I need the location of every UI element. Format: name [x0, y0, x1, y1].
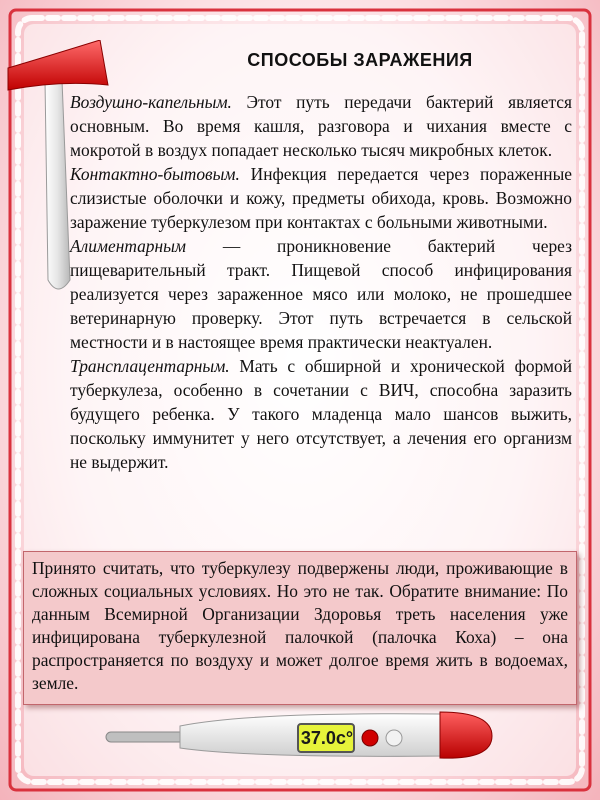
route-text: Этот путь передачи бактерий является основным. Во время кашля, разговора и чихания вместе с мокротой в воздух попадает несколько тысяч микробных клеток. — [70, 92, 572, 160]
route-contact — [70, 162, 572, 234]
route-term: Контактно-бытовым. — [70, 164, 240, 184]
route-text: Мать с обширной и хронической формой туберкулеза, особенно в сочетании с ВИЧ, способна заразить будущего ребенка. У такого младенца мало шансов выжить, поскольку иммунитет у него отсутствует, а лечения его организм не выдержит. — [70, 356, 572, 472]
thermometer-reading: 37.0с° — [300, 728, 354, 748]
route-text: Инфекция передается через пораженные слизистые оболочки и кожу, предметы обихода, кровь. Возможно заражение туберкулезом при контактах с больными животными. — [70, 164, 572, 232]
route-airborne — [70, 90, 572, 162]
route-term: Воздушно-капельным. — [70, 92, 232, 112]
route-transplacental — [70, 354, 572, 474]
route-term: Трансплацентарным. — [70, 356, 230, 376]
route-alimentary — [70, 234, 572, 354]
route-term: Алиментарным — [70, 236, 187, 256]
infection-routes-list — [70, 90, 572, 474]
page-title: СПОСОБЫ ЗАРАЖЕНИЯ — [247, 50, 473, 70]
route-text: — проникновение бактерий через пищеварительный тракт. Пищевой способ инфицирования реализуется через зараженное мясо или молоко, не прошедшее ветеринарную проверку. Этот путь встречается в сельской местности и в настоящее время практически неактуален. — [70, 236, 572, 352]
info-note-box: Принято считать, что туберкулезу подвержены люди, проживающие в сложных социальных условиях. Но это не так. Обратите внимание: По данным Всемирной Организации Здоровья треть населения уже инфицирована туберкулезной палочкой (палочка Коха) – она распространяется по воздуху и может долгое время жить в водоемах, земле. — [23, 551, 577, 705]
